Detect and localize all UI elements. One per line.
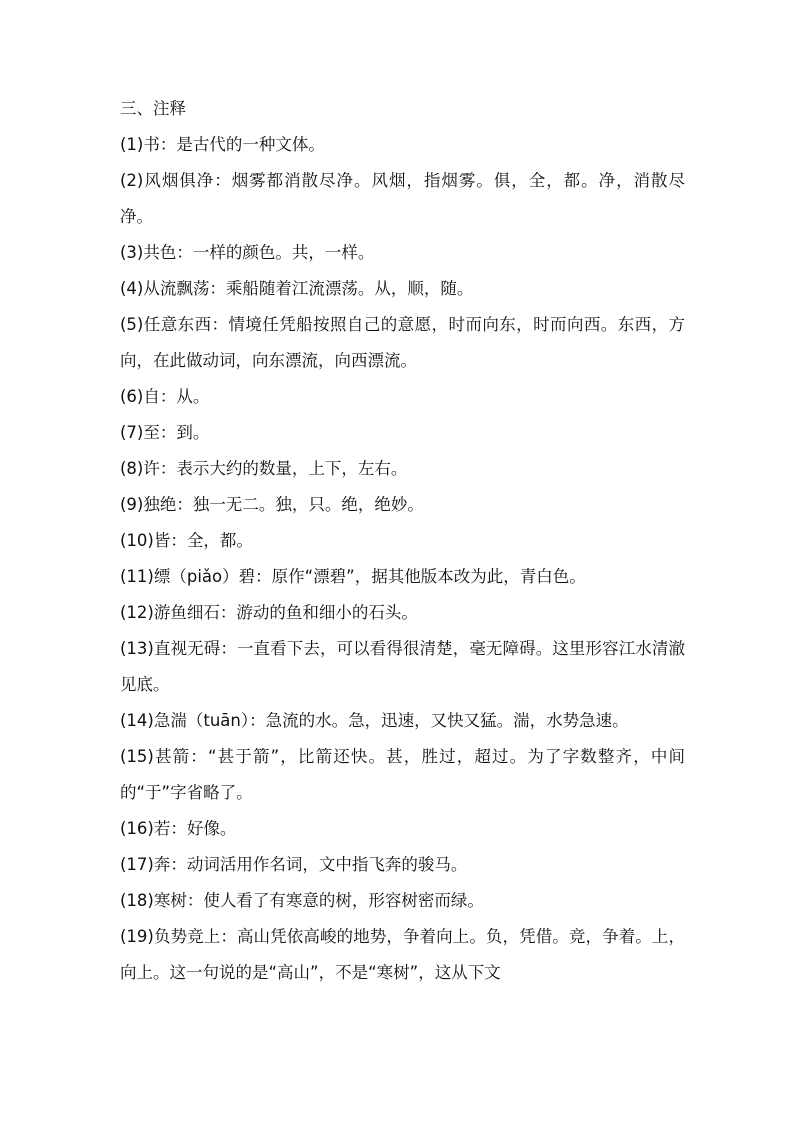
note-item: (16)若：好像。 xyxy=(120,819,237,838)
note-item: (5)任意东西：情境任凭船按照自己的意愿，时而向东，时而向西。东西，方向，在此做动词，向东漂流，向西漂流。 xyxy=(120,315,685,370)
note-item: (10)皆：全，都。 xyxy=(120,531,253,550)
note-item: (12)游鱼细石：游动的鱼和细小的石头。 xyxy=(120,603,418,622)
note-item: (2)风烟俱净：烟雾都消散尽净。风烟，指烟雾。俱，全，都。净，消散尽净。 xyxy=(120,171,685,226)
note-item: (11)缥（piǎo）碧：原作“漂碧”，据其他版本改为此，青白色。 xyxy=(120,567,586,586)
note-item: (15)甚箭：“甚于箭”，比箭还快。甚，胜过，超过。为了字数整齐，中间的“于”字省略了。 xyxy=(120,747,685,802)
note-item: (17)奔：动词活用作名词，文中指飞奔的骏马。 xyxy=(120,855,468,874)
note-item: (19)负势竞上：高山凭依高峻的地势，争着向上。负，凭借。竞，争着。上，向上。这一句说的是“高山”，不是“寒树”，这从下文 xyxy=(120,927,685,982)
annotation-section xyxy=(120,91,685,991)
note-item: (7)至：到。 xyxy=(120,423,210,442)
notes-list xyxy=(120,127,685,991)
note-item: (6)自：从。 xyxy=(120,387,210,406)
note-item: (13)直视无碍：一直看下去，可以看得很清楚，毫无障碍。这里形容江水清澈见底。 xyxy=(120,639,685,694)
section-heading: 三、注释 xyxy=(120,99,186,118)
note-item: (14)急湍（tuān）：急流的水。急，迅速，又快又猛。湍，水势急速。 xyxy=(120,711,629,730)
note-item: (4)从流飘荡：乘船随着江流漂荡。从，顺，随。 xyxy=(120,279,474,298)
note-item: (1)书：是古代的一种文体。 xyxy=(120,135,325,154)
note-item: (3)共色：一样的颜色。共，一样。 xyxy=(120,243,375,262)
note-item: (18)寒树：使人看了有寒意的树，形容树密而绿。 xyxy=(120,891,484,910)
note-item: (9)独绝：独一无二。独，只。绝，绝妙。 xyxy=(120,495,424,514)
note-item: (8)许：表示大约的数量，上下，左右。 xyxy=(120,459,408,478)
